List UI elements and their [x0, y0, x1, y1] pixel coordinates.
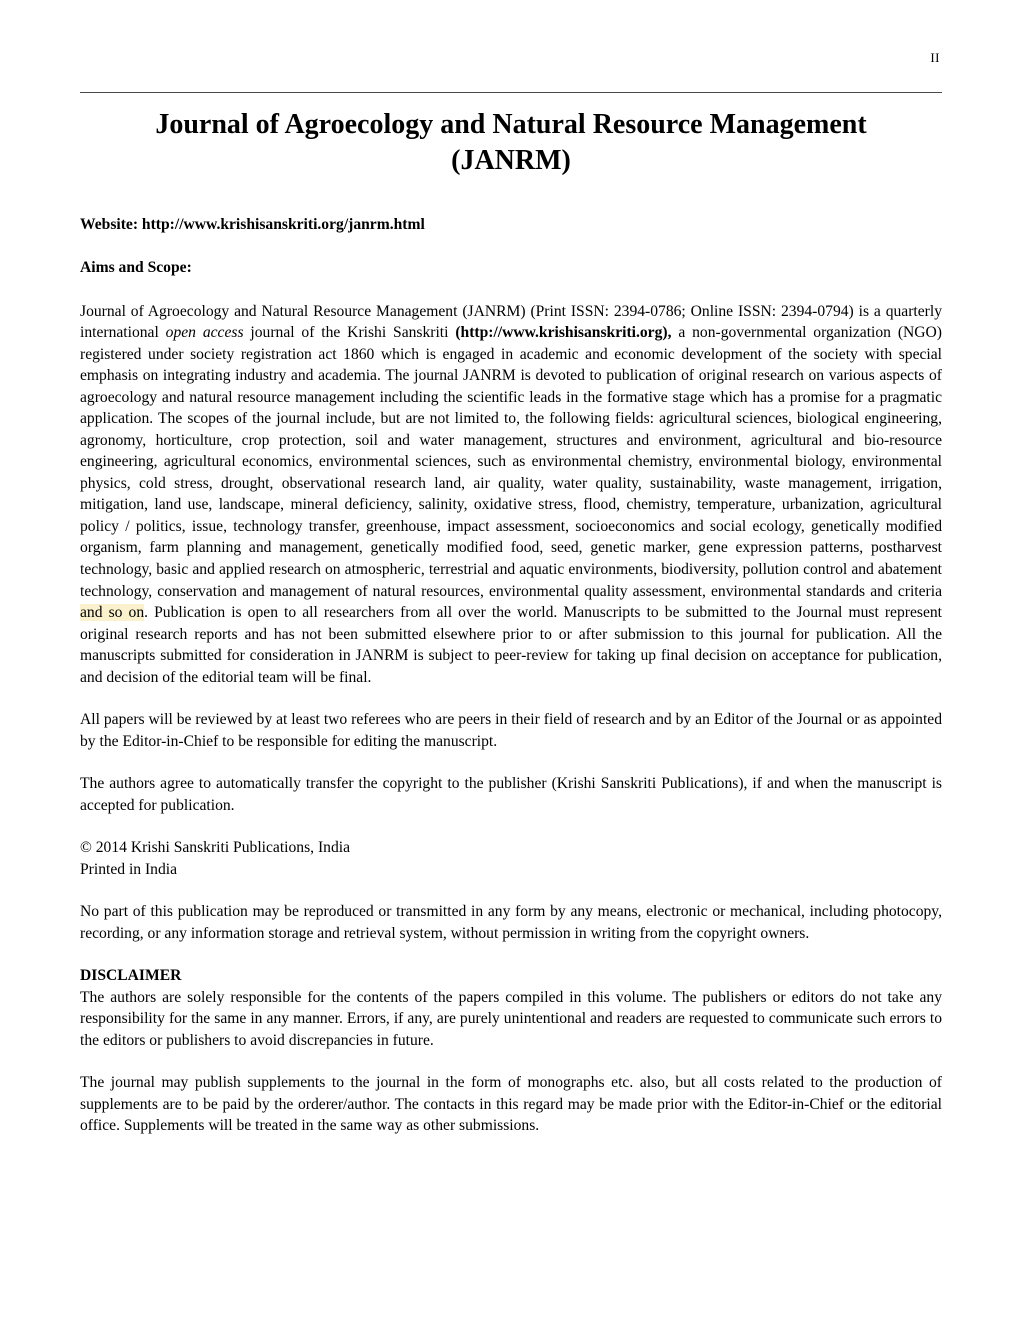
text-segment-highlight: and so on [80, 604, 145, 622]
disclaimer-body: The authors are solely responsible for the contents of the papers compiled in this volume. The publishers or editors do not take any responsibility for the same in any manner. Errors, if any, are purely unintentional and readers are requested to communicate such errors to the editors or publishers to avoid discrepancies in future. [80, 988, 942, 1049]
page-number: II [930, 50, 940, 65]
disclaimer-heading: DISCLAIMER [80, 967, 182, 985]
journal-title-line1: Journal of Agroecology and Natural Resource Management [155, 109, 867, 140]
text-segment: Journal of Agroecology and Natural Resource Management (JANRM) (Print ISSN: 2394-0786; Online ISSN: 2394-0794) is a quarterly international [80, 302, 942, 342]
text-segment-italic: open access [165, 324, 244, 342]
journal-title [80, 107, 942, 180]
reproduction-paragraph: No part of this publication may be reproduced or transmitted in any form by any means, electronic or mechanical, including photocopy, recording, or any information storage and retrieval system, without permission in writing from the copyright owners. [80, 903, 942, 942]
copyright-line: © 2014 Krishi Sanskriti Publications, India [80, 839, 350, 857]
text-segment: a non-governmental organization (NGO) registered under society registration act 1860 which is engaged in academic and economic development of the society with special emphasis on integrating industry and academia. The journal JANRM is devoted to publication of original research on various aspects of agroecology and natural resource management including the scientific leads in the formative stage which has a promise for a pragmatic application. The scopes of the journal include, but are not limited to, the following fields: agricultural sciences, biological engineering, agronomy, horticulture, crop protection, soil and water management, structures and environment, agricultural and bio-resource engineering, agricultural economics, environmental sciences, such as environmental chemistry, environmental biology, environmental physics, cold stress, drought, observational research land, air quality, water quality, sustainability, waste management, irrigation, mitigation, land use, landscape, mineral deficiency, salinity, oxidative stress, flood, chemistry, temperature, urbanization, agricultural policy / politics, issue, technology transfer, greenhouse, impact assessment, socioeconomics and social ecology, genetically modified organism, farm planning and management, genetically modified food, seed, genetic marker, gene expression patterns, postharvest technology, basic and applied research on atmospheric, terrestrial and aquatic environments, biodiversity, pollution control and abatement technology, conservation and management of natural resources, environmental quality assessment, environmental standards and criteria [80, 324, 942, 600]
text-segment: . Publication is open to all researchers from all over the world. Manuscripts to be submitted to the Journal must represent original research reports and has not been submitted elsewhere prior to or after submission to this journal for publication. All the manuscripts submitted for consideration in JANRM is subject to peer-review for taking up final decision on acceptance for publication, and decision of the editorial team will be final. [80, 604, 942, 686]
copyright-block [80, 837, 942, 880]
website-line: Website: http://www.krishisanskriti.org/janrm.html [80, 215, 425, 233]
review-paragraph: All papers will be reviewed by at least two referees who are peers in their field of research and by an Editor of the Journal or as appointed by the Editor-in-Chief to be responsible for editing the manuscript. [80, 711, 942, 750]
supplements-paragraph: The journal may publish supplements to the journal in the form of monographs etc. also, but all costs related to the production of supplements are to be paid by the orderer/author. The contacts in this regard may be made prior with the Editor-in-Chief or the editorial office. Supplements will be treated in the same way as other submissions. [80, 1074, 942, 1135]
text-segment: journal of the Krishi Sanskriti [243, 324, 456, 342]
aims-scope-heading: Aims and Scope: [80, 259, 192, 277]
aims-scope-paragraph [80, 301, 942, 688]
journal-title-line2: (JANRM) [451, 145, 571, 177]
copyright-transfer-paragraph: The authors agree to automatically transfer the copyright to the publisher (Krishi Sanskriti Publications), if and when the manuscript is accepted for publication. [80, 775, 942, 814]
text-segment-bold: (http://www.krishisanskriti.org), [455, 324, 672, 342]
printed-line: Printed in India [80, 860, 178, 878]
disclaimer-section [80, 965, 942, 1051]
header-rule [80, 92, 942, 93]
